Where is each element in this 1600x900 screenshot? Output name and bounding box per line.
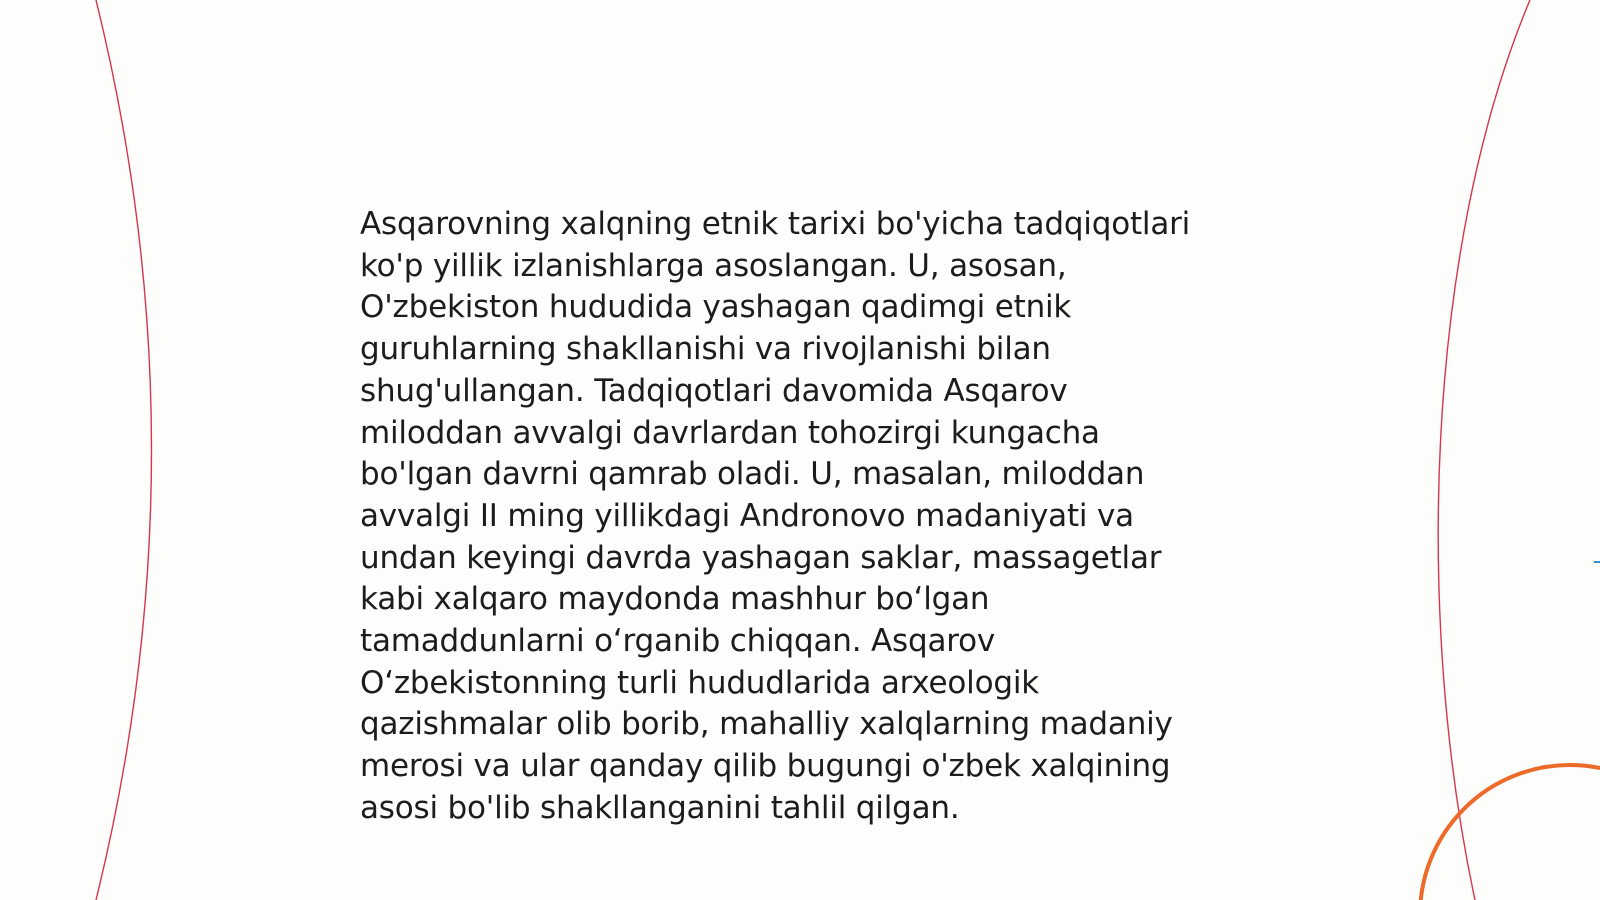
body-paragraph: Asqarovning xalqning etnik tarixi bo'yicha tadqiqotlari ko'p yillik izlanishlarga asoslangan. U, asosan, O'zbekiston hududida yashagan qadimgi etnik guruhlarning shakllanishi va rivojlanishi bilan shug'ullangan. Tadqiqotlari davomida Asqarov miloddan avvalgi davrlardan tohozirgi kungacha bo'lgan davrni qamrab oladi. U, masalan, miloddan avvalgi II ming yillikdagi Andronovo madaniyati va undan keyingi davrda yashagan saklar, massagetlar kabi xalqaro maydonda mashhur boʻlgan tamaddunlarni oʻrganib chiqqan. Asqarov Oʻzbekistonning turli hududlarida arxeologik qazishmalar olib borib, mahalliy xalqlarning madaniy merosi va ular qanday qilib bugungi o'zbek xalqining asosi bo'lib shakllanganini tahlil qilgan.: [360, 206, 1191, 826]
orange-circle-outline: [1420, 765, 1600, 900]
right-curve-line: [1438, 0, 1530, 900]
left-curve-line: [96, 0, 152, 900]
